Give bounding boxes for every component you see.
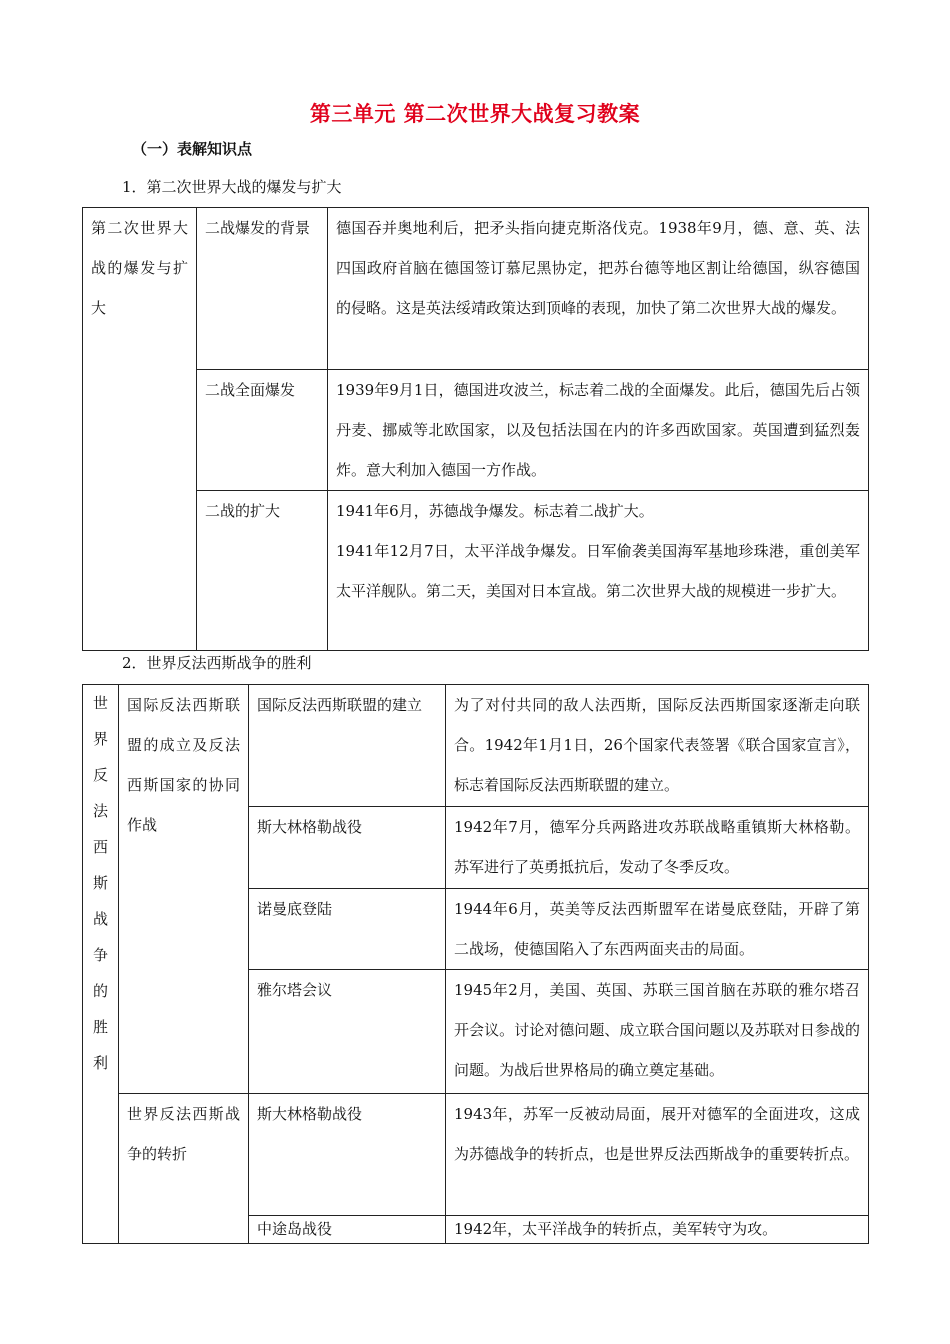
group-label: 国际反法西斯联盟的成立及反法西斯国家的协同作战 (119, 685, 249, 1094)
event-name: 中途岛战役 (249, 1216, 446, 1244)
event-name: 雅尔塔会议 (249, 970, 446, 1094)
content-line: 1941年6月，苏德战争爆发。标志着二战扩大。 (336, 502, 654, 520)
event-content: 1943年，苏军一反被动局面，展开对德军的全面进攻，这成为苏德战争的转折点，也是世界反法西斯战争的重要转折点。 (446, 1094, 869, 1216)
event-content: 1944年6月，英美等反法西斯盟军在诺曼底登陆，开辟了第二战场，使德国陷入了东西两面夹击的局面。 (446, 889, 869, 970)
event-name: 国际反法西斯联盟的建立 (249, 685, 446, 807)
table-row (83, 208, 869, 370)
event-content: 1945年2月，美国、英国、苏联三国首脑在苏联的雅尔塔召开会议。讨论对德问题、成立联合国问题以及苏联对日参战的问题。为战后世界格局的确立奠定基础。 (446, 970, 869, 1094)
event-name: 斯大林格勒战役 (249, 807, 446, 889)
part2-heading: 2．世界反法西斯战争的胜利 (122, 654, 312, 672)
part1-heading: 1．第二次世界大战的爆发与扩大 (122, 178, 342, 196)
part1-row-label: 二战的扩大 (197, 491, 328, 651)
page-title: 第三单元 第二次世界大战复习教案 (309, 102, 641, 126)
event-content: 1942年7月，德军分兵两路进攻苏联战略重镇斯大林格勒。苏军进行了英勇抵抗后，发动了冬季反攻。 (446, 807, 869, 889)
section-heading: （一）表解知识点 (132, 140, 253, 158)
event-content: 为了对付共同的敌人法西斯，国际反法西斯国家逐渐走向联合。1942年1月1日，26个国家代表签署《联合国家宣言》，标志着国际反法西斯联盟的建立。 (446, 685, 869, 807)
table-row (83, 685, 869, 807)
part1-row-content (328, 491, 869, 651)
part1-row-label: 二战爆发的背景 (197, 208, 328, 370)
content-line: 1941年12月7日，太平洋战争爆发。日军偷袭美国海军基地珍珠港，重创美军太平洋舰队。第二天，美国对日本宣战。第二次世界大战的规模进一步扩大。 (336, 542, 860, 600)
part2-topic-cell: 世界反法西斯战争的胜利 (83, 685, 119, 1244)
part1-topic-cell: 第二次世界大战的爆发与扩大 (83, 208, 197, 651)
table-row (83, 491, 869, 651)
group-label: 世界反法西斯战争的转折 (119, 1094, 249, 1244)
part2-table (82, 684, 869, 1244)
event-content: 1942年，太平洋战争的转折点，美军转守为攻。 (446, 1216, 869, 1244)
table-row (83, 370, 869, 491)
table-row (83, 1094, 869, 1216)
part1-row-content: 德国吞并奥地利后，把矛头指向捷克斯洛伐克。1938年9月，德、意、英、法四国政府首脑在德国签订慕尼黑协定，把苏台德等地区割让给德国，纵容德国的侵略。这是英法绥靖政策达到顶峰的表现，加快了第二次世界大战的爆发。 (328, 208, 869, 370)
event-name: 诺曼底登陆 (249, 889, 446, 970)
event-name: 斯大林格勒战役 (249, 1094, 446, 1216)
part1-table (82, 207, 869, 651)
part1-row-label: 二战全面爆发 (197, 370, 328, 491)
part1-row-content: 1939年9月1日，德国进攻波兰，标志着二战的全面爆发。此后，德国先后占领丹麦、挪威等北欧国家，以及包括法国在内的许多西欧国家。英国遭到猛烈轰炸。意大利加入德国一方作战。 (328, 370, 869, 491)
